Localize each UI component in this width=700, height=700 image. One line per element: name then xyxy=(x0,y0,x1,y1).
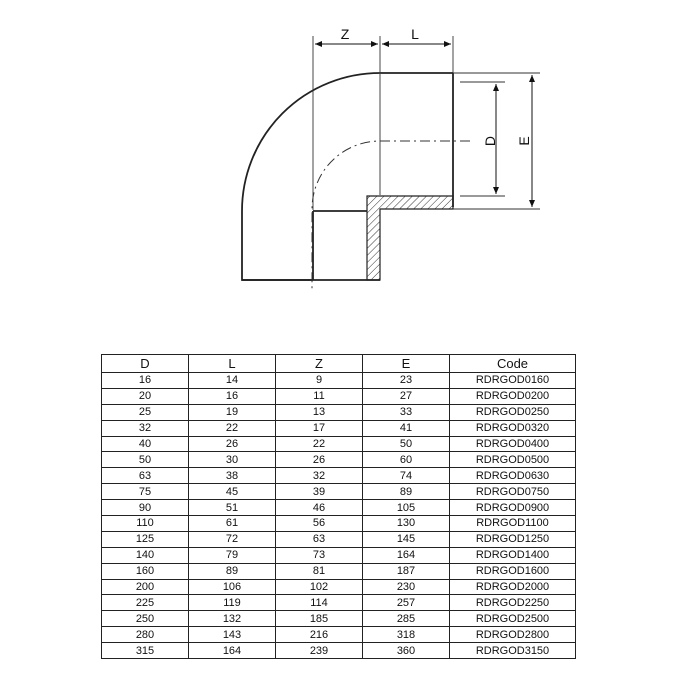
cell-z: 216 xyxy=(276,627,363,643)
cell-code: RDRGOD0630 xyxy=(450,468,576,484)
cell-z: 22 xyxy=(276,436,363,452)
dim-label-l: L xyxy=(411,26,419,42)
cell-e: 187 xyxy=(363,563,450,579)
dim-label-d: D xyxy=(482,135,498,147)
cell-e: 74 xyxy=(363,468,450,484)
cell-d: 125 xyxy=(102,531,189,547)
cell-z: 32 xyxy=(276,468,363,484)
cell-code: RDRGOD0500 xyxy=(450,452,576,468)
cell-d: 90 xyxy=(102,500,189,516)
cell-code: RDRGOD0200 xyxy=(450,388,576,404)
table-row xyxy=(102,500,576,516)
cell-z: 39 xyxy=(276,484,363,500)
cell-d: 200 xyxy=(102,579,189,595)
table-row xyxy=(102,595,576,611)
table-row xyxy=(102,420,576,436)
table-row xyxy=(102,388,576,404)
cell-z: 73 xyxy=(276,547,363,563)
wall-section-hatch xyxy=(367,196,453,280)
cell-l: 61 xyxy=(189,516,276,532)
cell-code: RDRGOD2500 xyxy=(450,611,576,627)
cell-z: 13 xyxy=(276,404,363,420)
cell-d: 20 xyxy=(102,388,189,404)
cell-l: 19 xyxy=(189,404,276,420)
column-header-e: E xyxy=(363,355,450,373)
cell-d: 225 xyxy=(102,595,189,611)
table-row xyxy=(102,579,576,595)
cell-z: 239 xyxy=(276,643,363,659)
cell-code: RDRGOD2800 xyxy=(450,627,576,643)
extension-lines xyxy=(313,36,540,210)
cell-z: 56 xyxy=(276,516,363,532)
cell-e: 145 xyxy=(363,531,450,547)
cell-l: 106 xyxy=(189,579,276,595)
cell-l: 89 xyxy=(189,563,276,579)
cell-code: RDRGOD0250 xyxy=(450,404,576,420)
column-header-code: Code xyxy=(450,355,576,373)
table-row xyxy=(102,531,576,547)
cell-d: 16 xyxy=(102,373,189,389)
dimension-lines xyxy=(315,44,532,207)
cell-e: 23 xyxy=(363,373,450,389)
cell-l: 51 xyxy=(189,500,276,516)
cell-d: 280 xyxy=(102,627,189,643)
cell-e: 360 xyxy=(363,643,450,659)
cell-l: 38 xyxy=(189,468,276,484)
cell-d: 110 xyxy=(102,516,189,532)
cell-z: 46 xyxy=(276,500,363,516)
centerline xyxy=(312,141,470,290)
cell-z: 185 xyxy=(276,611,363,627)
cell-z: 63 xyxy=(276,531,363,547)
cell-code: RDRGOD0160 xyxy=(450,373,576,389)
table-row xyxy=(102,452,576,468)
cell-e: 130 xyxy=(363,516,450,532)
cell-l: 30 xyxy=(189,452,276,468)
cell-d: 250 xyxy=(102,611,189,627)
table-row xyxy=(102,627,576,643)
cell-e: 105 xyxy=(363,500,450,516)
dim-label-z: Z xyxy=(340,26,350,42)
cell-l: 79 xyxy=(189,547,276,563)
cell-z: 81 xyxy=(276,563,363,579)
cell-z: 9 xyxy=(276,373,363,389)
cell-e: 89 xyxy=(363,484,450,500)
cell-e: 164 xyxy=(363,547,450,563)
cell-l: 132 xyxy=(189,611,276,627)
cell-d: 315 xyxy=(102,643,189,659)
table-row xyxy=(102,436,576,452)
cell-d: 63 xyxy=(102,468,189,484)
table-header-row xyxy=(102,355,576,373)
cell-code: RDRGOD1250 xyxy=(450,531,576,547)
cell-code: RDRGOD1400 xyxy=(450,547,576,563)
cell-e: 27 xyxy=(363,388,450,404)
cell-z: 26 xyxy=(276,452,363,468)
table-row xyxy=(102,643,576,659)
cell-d: 32 xyxy=(102,420,189,436)
table-row xyxy=(102,516,576,532)
column-header-l: L xyxy=(189,355,276,373)
cell-d: 25 xyxy=(102,404,189,420)
cell-e: 41 xyxy=(363,420,450,436)
cell-d: 140 xyxy=(102,547,189,563)
column-header-z: Z xyxy=(276,355,363,373)
dim-label-e: E xyxy=(516,136,532,146)
cell-l: 72 xyxy=(189,531,276,547)
table-row xyxy=(102,468,576,484)
cell-code: RDRGOD2000 xyxy=(450,579,576,595)
table-row xyxy=(102,547,576,563)
cell-code: RDRGOD0750 xyxy=(450,484,576,500)
cell-l: 143 xyxy=(189,627,276,643)
cell-code: RDRGOD0400 xyxy=(450,436,576,452)
cell-d: 40 xyxy=(102,436,189,452)
cell-e: 60 xyxy=(363,452,450,468)
elbow-fitting-drawing xyxy=(0,0,700,340)
cell-z: 102 xyxy=(276,579,363,595)
cell-e: 33 xyxy=(363,404,450,420)
cell-code: RDRGOD0900 xyxy=(450,500,576,516)
cell-d: 160 xyxy=(102,563,189,579)
table-row xyxy=(102,484,576,500)
cell-z: 11 xyxy=(276,388,363,404)
cell-code: RDRGOD3150 xyxy=(450,643,576,659)
table-row xyxy=(102,373,576,389)
cell-e: 50 xyxy=(363,436,450,452)
table-row xyxy=(102,563,576,579)
cell-e: 230 xyxy=(363,579,450,595)
cell-z: 17 xyxy=(276,420,363,436)
cell-l: 45 xyxy=(189,484,276,500)
table-row xyxy=(102,404,576,420)
elbow-outline xyxy=(242,73,453,280)
cell-d: 50 xyxy=(102,452,189,468)
cell-l: 164 xyxy=(189,643,276,659)
column-header-d: D xyxy=(102,355,189,373)
cell-l: 16 xyxy=(189,388,276,404)
cell-code: RDRGOD0320 xyxy=(450,420,576,436)
cell-z: 114 xyxy=(276,595,363,611)
cell-e: 318 xyxy=(363,627,450,643)
table-body xyxy=(102,373,576,659)
cell-code: RDRGOD1100 xyxy=(450,516,576,532)
cell-e: 285 xyxy=(363,611,450,627)
cell-e: 257 xyxy=(363,595,450,611)
cell-l: 26 xyxy=(189,436,276,452)
cell-d: 75 xyxy=(102,484,189,500)
dimension-table xyxy=(101,354,576,659)
table-row xyxy=(102,611,576,627)
cell-code: RDRGOD1600 xyxy=(450,563,576,579)
cell-l: 14 xyxy=(189,373,276,389)
cell-l: 22 xyxy=(189,420,276,436)
cell-l: 119 xyxy=(189,595,276,611)
cell-code: RDRGOD2250 xyxy=(450,595,576,611)
